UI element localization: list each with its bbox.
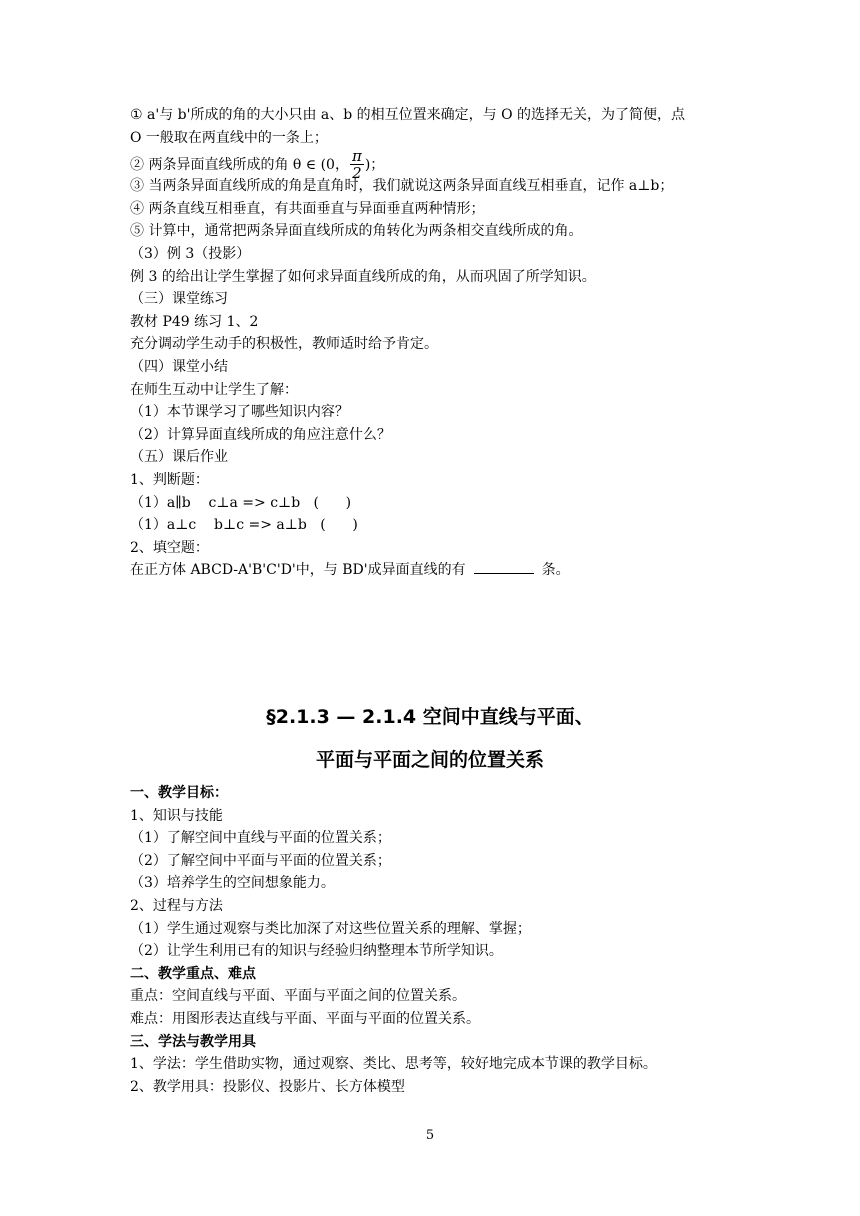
- page-number: 5: [425, 1128, 435, 1143]
- objective-knowledge: 1、知识与技能: [130, 807, 223, 824]
- learning-method: 1、学法：学生借助实物，通过观察、类比、思考等，较好地完成本节课的教学目标。: [130, 1056, 657, 1073]
- objective-knowledge-2: （2）了解空间中平面与平面的位置关系；: [130, 852, 391, 869]
- fraction-numerator: π: [351, 147, 362, 166]
- teaching-tools: 2、教学用具：投影仪、投影片、长方体模型: [130, 1078, 405, 1095]
- section-practice-heading: （三）课堂练习: [130, 291, 228, 308]
- lesson-continuation: [130, 104, 740, 582]
- summary-intro: 在师生互动中让学生了解：: [130, 381, 298, 398]
- heading-objectives: 一、教学目标：: [130, 785, 228, 801]
- judge-item-2: （1）a⊥c b⊥c => a⊥b ( ): [130, 517, 358, 534]
- judge-item-1: （1）a∥b c⊥a => c⊥b ( ): [130, 494, 352, 511]
- note-2: [130, 147, 740, 183]
- fill-heading: 2、填空题：: [130, 539, 209, 556]
- section-homework-heading: （五）课后作业: [130, 449, 228, 466]
- summary-q2: （2）计算异面直线所成的角应注意什么？: [130, 426, 391, 443]
- key-point: 重点：空间直线与平面、平面与平面之间的位置关系。: [130, 988, 466, 1005]
- fraction-denominator: 2: [350, 164, 364, 181]
- answer-blank: [474, 560, 534, 574]
- fill-item: [130, 559, 740, 582]
- practice-ref: 教材 P49 练习 1、2: [130, 313, 259, 330]
- note-1-line-2: O 一般取在两直线中的一条上；: [130, 129, 328, 146]
- fill-item-text: 在正方体 ABCD-A'B'C'D'中，与 BD'成异面直线的有: [130, 562, 466, 579]
- example-3-text: 例 3 的给出让学生掌握了如何求异面直线所成的角，从而巩固了所学知识。: [130, 268, 596, 285]
- note-4: ④ 两条直线互相垂直，有共面垂直与异面垂直两种情形；: [130, 200, 485, 217]
- objective-process-1: （1）学生通过观察与类比加深了对这些位置关系的理解、掌握；: [130, 920, 531, 937]
- heading-key-points: 二、教学重点、难点: [130, 965, 256, 982]
- practice-text: 充分调动学生动手的积极性，教师适时给予肯定。: [130, 336, 438, 353]
- objective-process: 2、过程与方法: [130, 897, 223, 914]
- judge-heading: 1、判断题：: [130, 471, 209, 488]
- section-summary-heading: （四）课堂小结: [130, 358, 228, 375]
- note-2-tail: )；: [364, 157, 385, 174]
- objective-knowledge-3: （3）培养学生的空间想象能力。: [130, 875, 335, 892]
- section-title-line-1: §2.1.3 — 2.1.4 空间中直线与平面、: [266, 706, 594, 728]
- objective-knowledge-1: （1）了解空间中直线与平面的位置关系；: [130, 830, 391, 847]
- example-3-heading: （3）例 3（投影）: [130, 245, 251, 262]
- objective-process-2: （2）让学生利用已有的知识与经验归纳整理本节所学知识。: [130, 943, 503, 960]
- note-2-text: ② 两条异面直线所成的角 θ ∈ (0，: [130, 157, 349, 174]
- lesson-plan: [130, 782, 740, 1098]
- fill-item-tail: 条。: [541, 562, 570, 579]
- difficult-point: 难点：用图形表达直线与平面、平面与平面的位置关系。: [130, 1010, 480, 1027]
- note-1-line-1: ① a'与 b'所成的角的大小只由 a、b 的相互位置来确定，与 O 的选择无关，为了简便，点: [130, 107, 686, 123]
- note-3: ③ 当两条异面直线所成的角是直角时，我们就说这两条异面直线互相垂直，记作 a⊥b；: [130, 178, 674, 195]
- heading-methods-tools: 三、学法与教学用具: [130, 1033, 256, 1050]
- note-5: ⑤ 计算中，通常把两条异面直线所成的角转化为两条相交直线所成的角。: [130, 223, 583, 240]
- summary-q1: （1）本节课学习了哪些知识内容？: [130, 404, 349, 421]
- section-title-line-2: 平面与平面之间的位置关系: [315, 749, 544, 771]
